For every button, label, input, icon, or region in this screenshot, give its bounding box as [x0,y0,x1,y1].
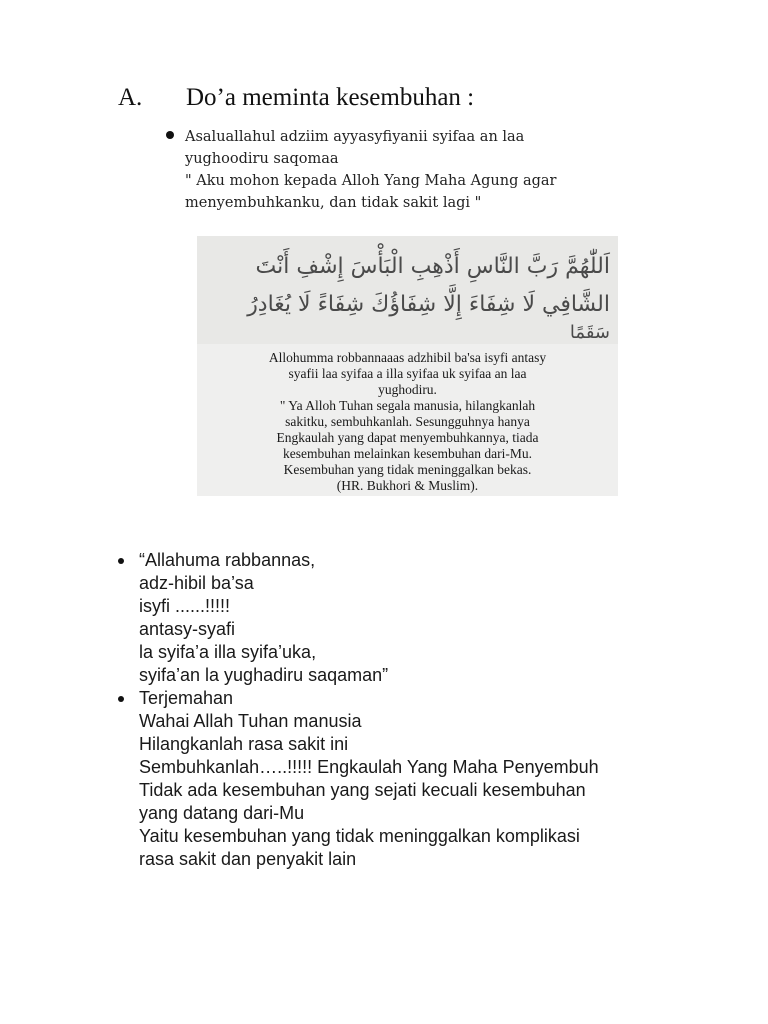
list-item-doa-latin [118,549,738,687]
list-line: Tidak ada kesembuhan yang sejati kecuali kesembuhan [139,780,586,800]
first-bullet-line: " Aku mohon kepada Alloh Yang Maha Agung agar [185,173,557,189]
bullet-dot-icon [118,558,124,564]
caption-line: Allohumma robbannaaas adzhibil ba'sa isyfi antasy [268,350,547,365]
caption-line: syafii laa syifaa a illa syifaa uk syifaa an laa [288,366,527,381]
list-line: “Allahuma rabbannas, [139,550,316,570]
list-line: Sembuhkanlah…..!!!!! Engkaulah Yang Maha Penyembuh [139,757,599,777]
list-line: Wahai Allah Tuhan manusia [139,711,362,731]
first-bullet-item [166,126,636,214]
second-bullet-list [118,549,738,871]
arabic-text-band [197,236,618,344]
arabic-line: الشَّافِي لَا شِفَاءَ إِلَّا شِفَاؤُكَ شِفَاءً لَا يُغَادِرُ [247,292,610,317]
list-line: antasy-syafi [139,619,236,639]
first-bullet-text [185,126,636,214]
section-letter: A. [118,84,143,111]
first-bullet-line: Asaluallahul adziim ayyasyfiyanii syifaa an laa [185,129,525,145]
caption-line: " Ya Alloh Tuhan segala manusia, hilangkanlah [279,398,536,413]
section-title: Do’a meminta kesembuhan : [186,84,475,111]
list-line: rasa sakit dan penyakit lain [139,849,357,869]
caption-line: yughodiru. [378,382,437,397]
list-line: syifa’an la yughadiru saqaman” [139,665,389,685]
bullet-dot-icon [118,696,124,702]
list-line: la syifa’a illa syifa’uka, [139,642,317,662]
doa-caption [197,350,618,494]
list-line: Terjemahan [139,688,234,708]
list-item-terjemahan [118,687,738,871]
list-line: isyfi ......!!!!! [139,596,231,616]
arabic-line: سَقَمًا [569,322,610,343]
list-line: adz-hibil ba’sa [139,573,254,593]
list-line: yang datang dari-Mu [139,803,305,823]
caption-line: kesembuhan melainkan kesembuhan dari-Mu. [283,446,532,461]
first-bullet-line: yughoodiru saqomaa [185,151,339,167]
caption-line: sakitku, sembuhkanlah. Sesungguhnya hanya [285,414,530,429]
bullet-dot-icon [166,131,174,139]
caption-line: (HR. Bukhori & Muslim). [336,478,479,493]
doa-image [197,236,618,496]
list-line: Yaitu kesembuhan yang tidak meninggalkan komplikasi [139,826,580,846]
list-line: Hilangkanlah rasa sakit ini [139,734,349,754]
arabic-line: اَللّٰهُمَّ رَبَّ النَّاسِ أَذْهِبِ الْبَأْسَ إِشْفِ أَنْتَ [255,254,610,279]
caption-line: Kesembuhan yang tidak meninggalkan bekas. [283,462,532,477]
first-bullet-line: menyembuhkanku, dan tidak sakit lagi " [185,195,482,211]
caption-line: Engkaulah yang dapat menyembuhkannya, tiada [276,430,539,445]
